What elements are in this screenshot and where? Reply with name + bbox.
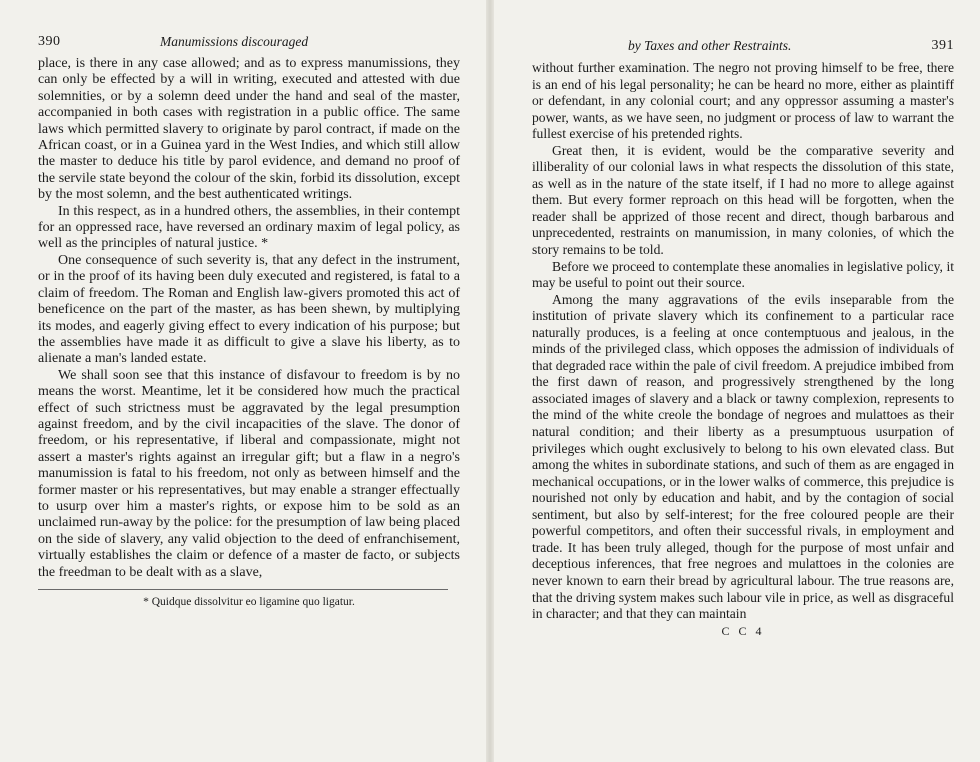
right-body-text bbox=[532, 60, 954, 623]
left-paragraph-2: In this respect, as in a hundred others, the assemblies, in their contempt for an oppressed race, have reversed an ordinary maxim of legal policy, as well as the principles of natural justice. * bbox=[38, 203, 460, 252]
left-paragraph-1: place, is there in any case allowed; and as to express manumissions, they can only be effected by a will in writing, executed and attested with due solemnities, or by a solemn deed under the hand and seal of the master, accompanied in both cases with registration in a public office. The same laws which permitted slavery to originate by parol contract, if made on the African coast, or in a Guinea yard in the West Indies, and which still allow the master to deduce his title by parol evidence, and demand no proof of the servile state beyond the colour of the skin, forbid its dissolution, except by the most solemn, and the best authenticated writings. bbox=[38, 56, 460, 203]
right-paragraph-1: without further examination. The negro not proving himself to be free, there is an end of his legal personality; he can be heard no more, either as plaintiff or defendant, in any colonial court; and any oppressor assuming a master's power, wants, as we have seen, no judgment or process of law to warrant the fullest exercise of his pretended rights. bbox=[532, 60, 954, 142]
left-page-number: 390 bbox=[38, 34, 61, 49]
left-body-text bbox=[38, 56, 460, 581]
right-running-title: by Taxes and other Restraints. bbox=[628, 38, 792, 53]
right-page-number: 391 bbox=[931, 38, 954, 53]
book-gutter bbox=[486, 0, 494, 762]
right-running-head bbox=[532, 38, 954, 60]
right-paragraph-4: Among the many aggravations of the evils inseparable from the institution of private slavery which its confinement to a particular race naturally produces, is a feeling at once contemptuous and jealous, in the minds of the privileged class, which opposes the admission of individuals of that degraded race within the pale of civil freedom. A prejudice imbibed from the first dawn of reason, and progressively strengthened by the long associated images of slavery and a black or tawny complexion, represents to the mind of the white creole the bondage of negroes and mulattoes as their natural condition; and their liberty as a presumptuous usurpation of privileges which ought exclusively to belong to his own elevated class. But among the whites in subordinate stations, and such of them as are engaged in mechanical occupations, or in the lower walks of commerce, this prejudice is nourished not only by education and habit, and by the contagion of social sentiment, but also by self-interest; for the free coloured people are their powerful competitors, and often their successful rivals, in employment and trade. It has been truly alleged, though for the purpose of most unfair and deceptious inferences, that free negroes and mulattoes in the colonies are never known to earn their bread by agricultural labour. The true reasons are, that the driving system makes such labour vile in price, as well as disgraceful in character; and that they can maintain bbox=[532, 291, 954, 622]
right-paragraph-3: Before we proceed to contemplate these anomalies in legislative policy, it may be useful to point out their source. bbox=[532, 258, 954, 291]
left-paragraph-4: We shall soon see that this instance of disfavour to freedom is by no means the worst. Meantime, let it be considered how much the practical effect of such strictness must be aggravated by the legal presumption against freedom, and by the civil incapacities of the slave. The donor of freedom, or his representative, if liberal and compassionate, might not assert a master's rights against an irregular gift; but a flaw in a negro's manumission is fatal to his freedom, not only as between himself and the former master or his representatives, but may enable a stranger effectually to usurp over him a master's rights, or expose him to be sold as an unclaimed run-away by the police: for the presumption of law being placed on the side of slavery, any valid objection to the deed of enfranchisement, virtually establishes the claim or defence of a master de facto, or subjects the freedman to be dealt with as a slave, bbox=[38, 367, 460, 580]
signature-mark: C C 4 bbox=[721, 623, 765, 638]
left-page bbox=[0, 0, 486, 762]
right-page bbox=[494, 0, 980, 762]
right-paragraph-2: Great then, it is evident, would be the comparative severity and illiberality of our colonial laws in what respects the dissolution of this state, as well as in the nature of the state itself, if I had no more to allege against them. But every former reproach on this head will be forgotten, when the reader shall be apprized of those recent and direct, though barbarous and unprecedented, restraints on manumission, in many colonies, of which the story remains to be told. bbox=[532, 142, 954, 258]
left-paragraph-3: One consequence of such severity is, that any defect in the instrument, or in the proof of its having been duly executed and registered, is fatal to a claim of freedom. The Roman and English law-givers promoted this act of beneficence on the part of the master, as has been shewn, by multiplying its modes, and eagerly giving effect to every indication of his purpose; but the assemblies have made it as difficult to give a slave his liberty, as to alienate a man's landed estate. bbox=[38, 252, 460, 367]
left-running-head bbox=[38, 34, 460, 56]
left-running-title: Manumissions discouraged bbox=[160, 34, 309, 49]
footnote-rule bbox=[38, 589, 448, 590]
footnote: * Quidque dissolvitur eo ligamine quo ligatur. bbox=[143, 596, 355, 608]
